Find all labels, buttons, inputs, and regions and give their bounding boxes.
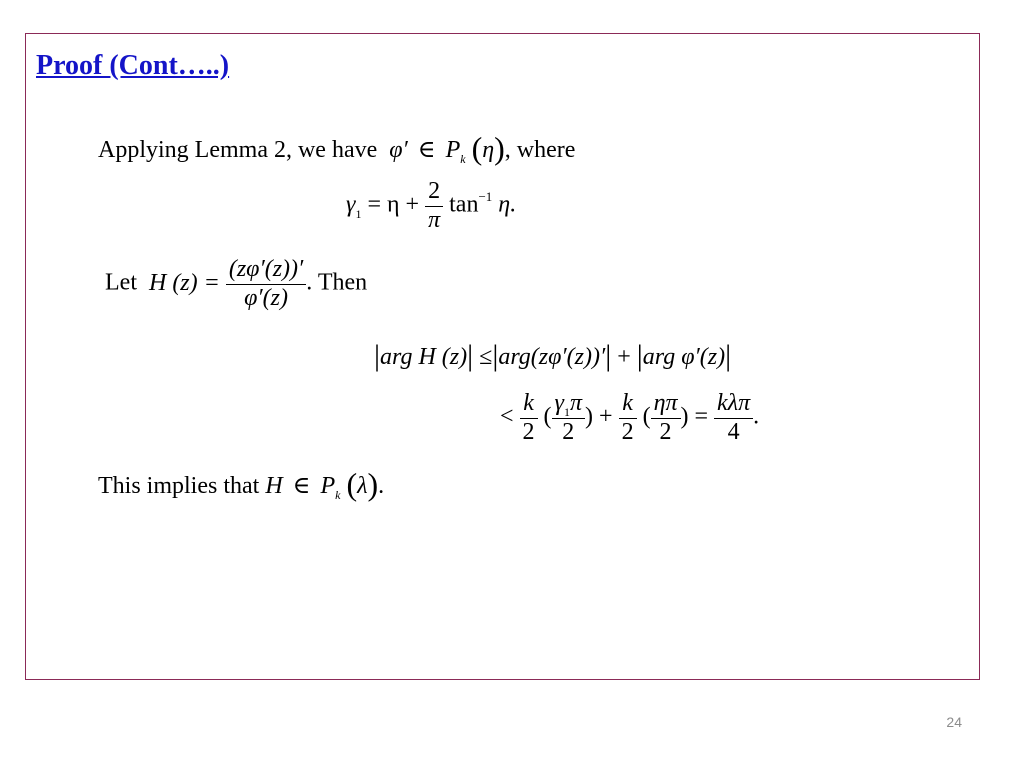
class-p-sub-k: k	[460, 152, 466, 166]
period: .	[753, 403, 760, 430]
frac-num	[552, 390, 586, 419]
abs-bar: |	[605, 339, 612, 372]
h-of-z: H (z) =	[148, 269, 226, 296]
arg-phi: arg φ′(z)	[642, 344, 726, 370]
frac-num: k	[520, 390, 538, 419]
period: .	[378, 473, 385, 499]
frac-den: 2	[621, 418, 634, 445]
line-conclusion	[98, 466, 385, 502]
tan: tan	[449, 191, 479, 218]
class-p: P	[445, 137, 461, 163]
eta: η	[482, 137, 495, 163]
slide-title: Proof (Cont…..)	[36, 50, 230, 81]
class-p: P	[320, 473, 336, 499]
gamma-sub: 1	[564, 405, 571, 419]
plus: +	[617, 344, 637, 370]
leq: ≤	[479, 344, 493, 370]
frac-gamma-pi	[552, 390, 586, 446]
arg-z-phi: arg(zφ′(z))′	[498, 344, 606, 370]
frac-den: 4	[727, 418, 740, 445]
abs-bar: |	[636, 339, 643, 372]
element-of: ∈	[292, 473, 311, 499]
paren-open: (	[346, 466, 358, 502]
line-applying-lemma	[98, 130, 576, 166]
arg-h: arg H (z)	[380, 344, 468, 370]
less-than: <	[500, 403, 520, 430]
tan-inverse: −1	[478, 188, 493, 204]
frac-num: ηπ	[651, 390, 681, 419]
frac-k-lambda-pi	[714, 390, 753, 446]
paren-open: (	[471, 130, 483, 166]
gamma: γ	[554, 390, 565, 416]
open-paren: (	[537, 403, 552, 430]
eta-end: η.	[492, 191, 517, 218]
frac-num: kλπ	[714, 390, 753, 419]
paren-close: )	[494, 130, 505, 166]
close-eq: ) =	[680, 403, 715, 430]
close-plus: ) +	[585, 403, 619, 430]
gamma-sub: 1	[355, 206, 362, 221]
frac-den: 2	[522, 418, 535, 445]
line-let-h	[105, 256, 367, 312]
frac-h-den: φ′(z)	[244, 284, 288, 311]
paren-close: )	[367, 466, 379, 502]
line-gamma-definition	[346, 178, 516, 234]
abs-bar: |	[374, 339, 381, 372]
frac-den: 2	[562, 418, 575, 445]
phi-prime: φ′	[389, 137, 408, 163]
then-text: . Then	[306, 269, 368, 296]
let-text: Let	[105, 269, 137, 296]
abs-bar: |	[725, 339, 732, 372]
implies-text: This implies that	[98, 473, 260, 499]
h-symbol: H	[265, 473, 283, 499]
lemma-text: Applying Lemma 2, we have	[98, 137, 378, 163]
fraction-two-over-pi	[425, 178, 443, 234]
fraction-h	[226, 256, 306, 312]
frac-den: 2	[659, 418, 672, 445]
pi: π	[570, 390, 583, 416]
abs-bar: |	[467, 339, 474, 372]
lambda: λ	[357, 473, 368, 499]
frac-den: π	[428, 206, 441, 233]
where-text: , where	[504, 137, 576, 163]
line-bound	[500, 390, 759, 446]
frac-eta-pi	[651, 390, 681, 446]
line-arg-inequality	[374, 340, 731, 370]
gamma: γ	[346, 191, 356, 218]
frac-k-over-2	[619, 390, 637, 446]
class-p-sub-k: k	[335, 488, 341, 502]
open-paren: (	[636, 403, 651, 430]
frac-k-over-2	[520, 390, 538, 446]
page-number: 24	[946, 714, 962, 730]
abs-bar: |	[492, 339, 499, 372]
frac-num: 2	[425, 178, 443, 207]
frac-num: k	[619, 390, 637, 419]
element-of: ∈	[417, 137, 436, 163]
eq-eta-plus: = η +	[367, 191, 426, 218]
frac-h-num: (zφ′(z))′	[226, 256, 306, 285]
